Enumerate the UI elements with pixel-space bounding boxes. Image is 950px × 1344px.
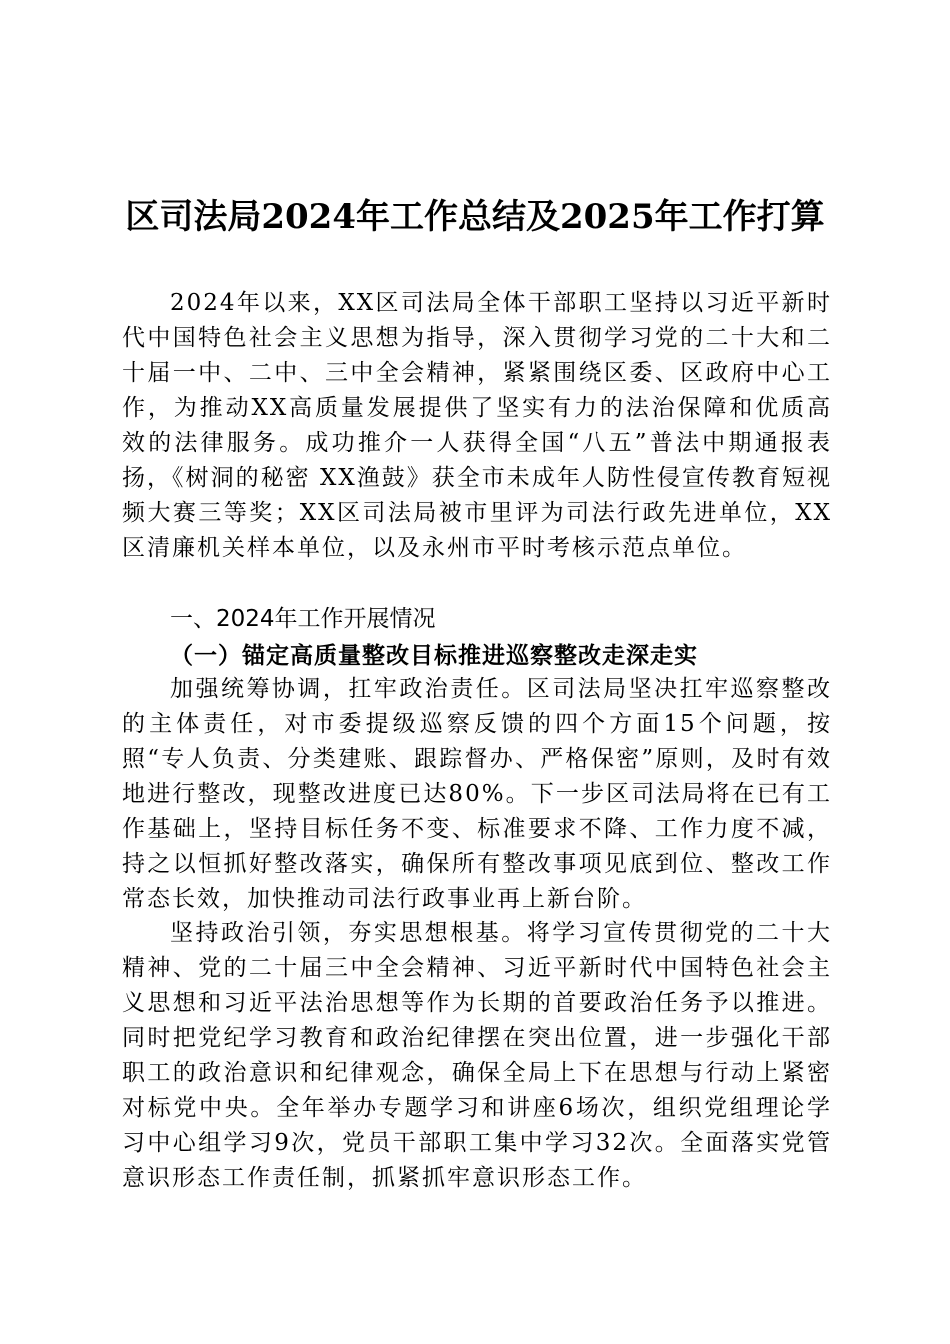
section-heading: 一、2024年工作开展情况	[170, 606, 436, 632]
document-title: 区司法局2024年工作总结及2025年工作打算	[125, 196, 825, 237]
body-paragraph-political-guidance: 坚持政治引领，夯实思想根基。将学习宣传贯彻党的二十大精神、党的二十届三中全会精神、习近平新时代中国特色社会主义思想和习近平法治思想等作为长期的首要政治任务予以推进。同时把党纪学习教育和政治纪律摆在突出位置，进一步强化干部职工的政治意识和纪律观念，确保全局上下在思想与行动上紧密对标党中央。全年举办专题学习和讲座6场次，组织党组理论学习中心组学习9次，党员干部职工集中学习32次。全面落实党管意识形态工作责任制，抓紧抓牢意识形态工作。	[122, 920, 832, 1191]
subsection-heading: （一）锚定高质量整改目标推进巡察整改走深走实	[170, 642, 698, 669]
body-paragraph-rectification: 加强统筹协调，扛牢政治责任。区司法局坚决扛牢巡察整改的主体责任，对市委提级巡察反馈的四个方面15个问题，按照“专人负责、分类建账、跟踪督办、严格保密”原则，及时有效地进行整改，现整改进度已达80%。下一步区司法局将在已有工作基础上，坚持目标任务不变、标准要求不降、工作力度不减，持之以恒抓好整改落实，确保所有整改事项见底到位、整改工作常态长效，加快推动司法行政事业再上新台阶。	[122, 676, 832, 912]
intro-paragraph: 2024年以来，XX区司法局全体干部职工坚持以习近平新时代中国特色社会主义思想为指导，深入贯彻学习党的二十大和二十届一中、二中、三中全会精神，紧紧围绕区委、区政府中心工作，为推动XX高质量发展提供了坚实有力的法治保障和优质高效的法律服务。成功推介一人获得全国“八五”普法中期通报表扬，《树洞的秘密 XX渔鼓》获全市未成年人防性侵宣传教育短视频大赛三等奖；XX区司法局被市里评为司法行政先进单位，XX区清廉机关样本单位，以及永州市平时考核示范点单位。	[122, 290, 832, 561]
